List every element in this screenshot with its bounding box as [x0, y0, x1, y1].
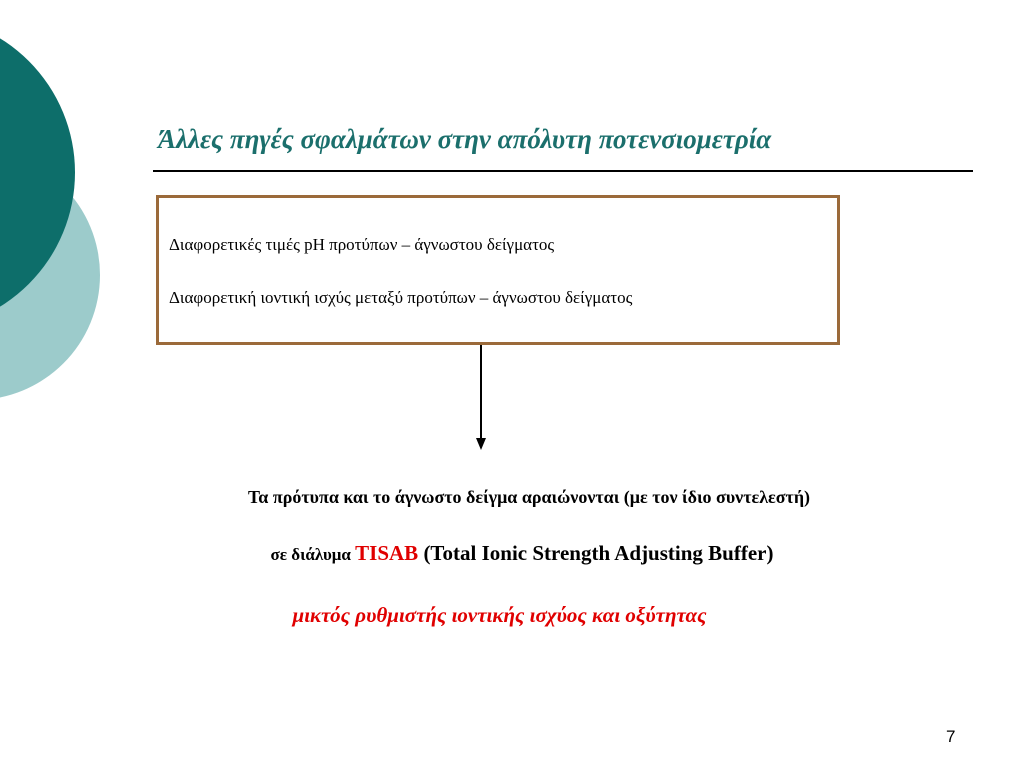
title-underline — [153, 170, 973, 172]
tisab-description: μικτός ρυθμιστής ιοντικής ισχύος και οξύτητας — [292, 603, 707, 627]
box-line-ionic-strength: Διαφορετική ιοντική ισχύς μεταξύ προτύπων – άγνωστου δείγματος — [169, 288, 633, 307]
tisab-acronym: TISAB — [355, 541, 419, 565]
tisab-prefix: σε διάλυμα — [270, 545, 356, 564]
down-arrow-shaft — [480, 345, 482, 438]
error-sources-box — [156, 195, 840, 345]
slide-title: Άλλες πηγές σφαλμάτων στην απόλυτη ποτενσιομετρία — [158, 124, 772, 154]
dilution-statement: Τα πρότυπα και το άγνωστο δείγμα αραιώνονται (με τον ίδιο συντελεστή) — [247, 487, 811, 507]
box-line-ph: Διαφορετικές τιμές pH προτύπων – άγνωστου δείγματος — [169, 235, 555, 254]
tisab-statement — [0, 541, 1024, 566]
down-arrow-icon — [476, 438, 486, 450]
tisab-expansion: (Total Ionic Strength Adjusting Buffer) — [418, 541, 774, 565]
page-number: 7 — [946, 727, 956, 746]
